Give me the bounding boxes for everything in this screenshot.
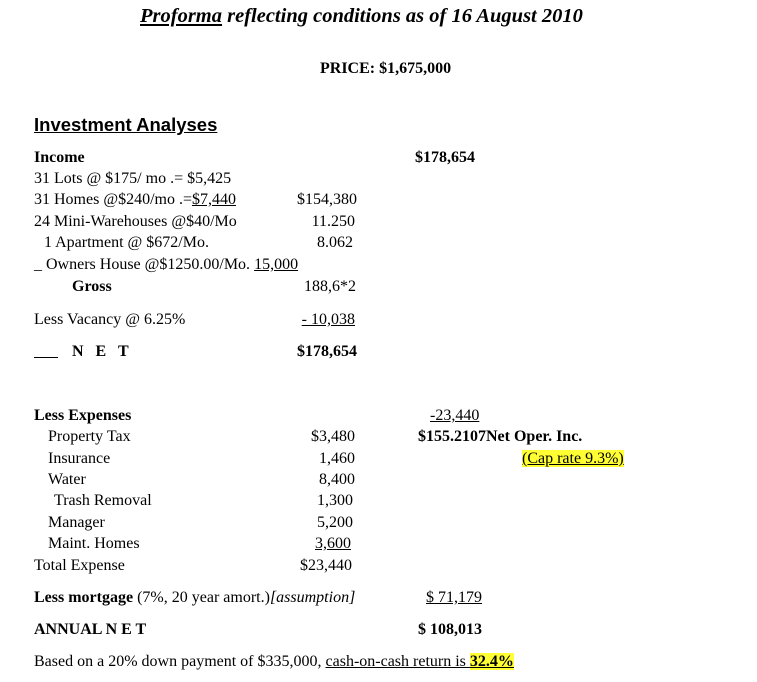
warehouses-line: 24 Mini-Warehouses @$40/Mo — [34, 213, 237, 230]
page-title — [140, 4, 583, 28]
expense-label: Water — [48, 471, 86, 488]
apartment-amount: 8.062 — [317, 234, 353, 251]
title-proforma: Proforma — [140, 5, 222, 27]
expense-amount: $3,480 — [311, 428, 355, 445]
expense-label: Insurance — [48, 450, 111, 467]
net-line — [34, 343, 133, 361]
expense-label: Maint. Homes — [48, 535, 140, 552]
net-label: N E T — [72, 343, 133, 360]
warehouses-amount: 11.250 — [311, 213, 355, 230]
owners-label: Owners House @$1250.00/Mo. — [42, 256, 255, 273]
expense-amount: 1,460 — [319, 450, 355, 467]
title-rest: reflecting conditions as of 16 August 2010 — [222, 5, 583, 27]
mortgage-line — [34, 589, 355, 607]
mortgage-amount: $ 71,179 — [426, 589, 482, 606]
expense-amount: 8,400 — [319, 471, 355, 488]
total-expense-amount: $23,440 — [300, 557, 352, 574]
income-label: Income — [34, 149, 85, 166]
homes-prefix: 31 Homes @$240/mo .= — [34, 191, 192, 208]
mortgage-label: Less mortgage — [34, 589, 134, 606]
mortgage-detail: (7%, 20 year amort.) — [133, 589, 270, 606]
vacancy-label: Less Vacancy @ 6.25% — [34, 311, 186, 328]
total-expense-label: Total Expense — [34, 557, 125, 574]
footer-return-text: cash-on-cash return is — [325, 653, 470, 670]
apartment-line: 1 Apartment @ $672/Mo. — [44, 234, 209, 251]
cap-rate — [522, 450, 624, 468]
cap-rate-highlight: (Cap rate 9.3%) — [522, 450, 624, 467]
expense-amount: 5,200 — [317, 514, 353, 531]
homes-line — [34, 191, 236, 209]
expense-label: Manager — [48, 514, 105, 531]
footer-return — [326, 653, 514, 670]
expense-label: Property Tax — [48, 428, 131, 445]
net-underline — [34, 357, 58, 358]
owners-line — [34, 256, 298, 274]
expense-amount: 3,600 — [315, 535, 351, 552]
gross-label: Gross — [72, 278, 112, 295]
expense-amount: 1,300 — [317, 492, 353, 509]
mortgage-assumption: [assumption] — [269, 589, 356, 606]
return-pct: 32.4% — [469, 653, 514, 670]
net-amount: $178,654 — [297, 343, 357, 360]
expense-label: Trash Removal — [54, 492, 152, 509]
expenses-label: Less Expenses — [34, 407, 132, 424]
vacancy-amount: - 10,038 — [301, 311, 355, 328]
owners-amount: 15,000 — [254, 256, 299, 273]
price: PRICE: $1,675,000 — [320, 60, 452, 77]
net-oper-income: $155.2107Net Oper. Inc. — [418, 428, 583, 445]
cash-on-cash-line — [34, 653, 514, 671]
expenses-deduction: -23,440 — [430, 407, 480, 424]
annual-net-amount: $ 108,013 — [418, 621, 482, 638]
income-total: $178,654 — [415, 149, 475, 166]
owners-prefix: _ — [34, 256, 42, 273]
footer-prefix: Based on a 20% down payment of $335,000, — [34, 653, 326, 670]
homes-amount: $154,380 — [297, 191, 357, 208]
annual-net-label: ANNUAL N E T — [34, 621, 147, 638]
homes-monthly: $7,440 — [191, 191, 236, 208]
section-title: Investment Analyses — [34, 114, 218, 135]
lots-line: 31 Lots @ $175/ mo .= $5,425 — [34, 170, 232, 187]
gross-amount: 188,6*2 — [304, 278, 356, 295]
